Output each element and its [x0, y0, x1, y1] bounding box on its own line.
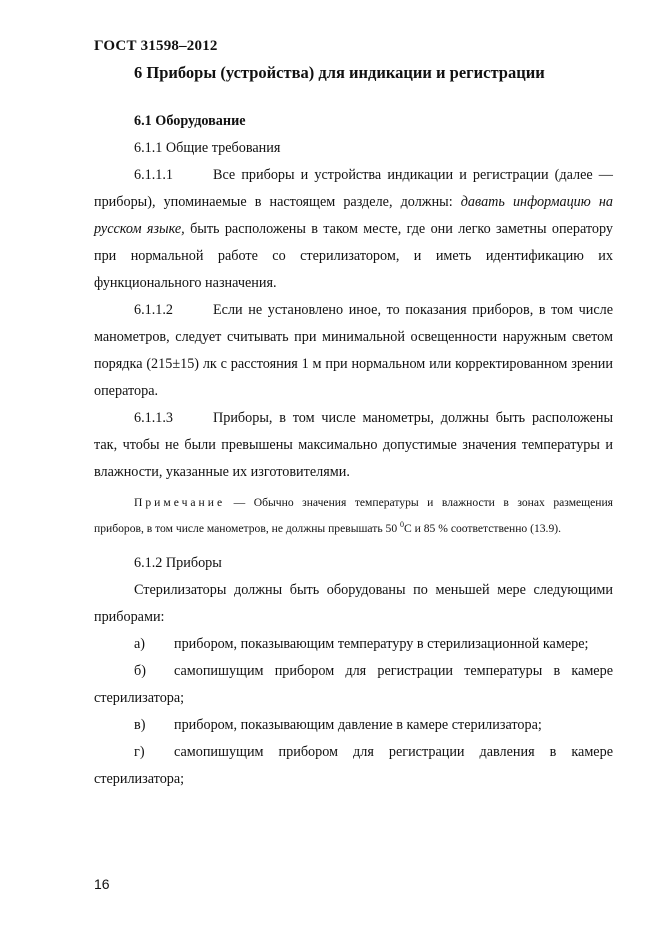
list-item [94, 658, 613, 712]
subsection-title-6-1-2: 6.1.2 Приборы [134, 554, 222, 571]
section-title: 6 Приборы (устройства) для индикации и регистрации [134, 63, 545, 82]
list-item-letter: г) [134, 743, 145, 760]
paragraph-text: Все приборы и устройства индикации и регистрации (далее — приборы), упоминаемые в настоящем разделе, должны: [94, 167, 613, 210]
paragraph-text: Если не установлено иное, то показания приборов, в том числе манометров, следует считывать при минимальной освещенности наружным светом порядка (215±15) лк с расстояния 1 м при нормальном или корректированном зрении оператора. [94, 302, 613, 399]
page-number: 16 [94, 876, 110, 892]
subsection-title-6-1: 6.1 Оборудование [134, 113, 246, 129]
paragraph-text: быть расположены в таком месте, где они легко заметны оператору при нормальной работе со стерилизатором, и иметь идентификацию их функционального назначения. [94, 221, 613, 291]
clause-number: 6.1.1.3 [134, 410, 174, 426]
note [94, 492, 613, 540]
note-text: — Обычно значения температуры и влажности в зонах размещения приборов, в том числе манометров, не должны превышать 50 [94, 496, 613, 535]
paragraph-6-1-2: Стерилизаторы должны быть оборудованы по меньшей мере следующими приборами: [94, 581, 613, 625]
document-body [94, 108, 613, 793]
paragraph-text: Приборы, в том числе манометры, должны быть расположены так, чтобы не были превышены максимально допустимые значения температуры и влажности, указанные их изготовителями. [94, 410, 613, 480]
list-item-text: прибором, показывающим давление в камере стерилизатора; [174, 716, 542, 733]
list-item-text: самопишущим прибором для регистрации давления в камере стерилизатора; [94, 743, 613, 787]
paragraph-italic-text: давать информацию на русском языке, [94, 194, 613, 237]
degree-superscript: 0 [400, 520, 405, 529]
list-item [94, 712, 613, 739]
list-item [94, 631, 613, 658]
list-item-letter: а) [134, 635, 146, 652]
list-item-letter: в) [134, 716, 146, 733]
clause-number: 6.1.1.1 [134, 167, 174, 183]
paragraph-6-1-1-3 [94, 405, 613, 486]
list-item-text: прибором, показывающим температуру в стерилизационной камере; [174, 635, 589, 652]
list-item [94, 739, 613, 793]
paragraph-6-1-1-1 [94, 162, 613, 297]
list-item-letter: б) [134, 662, 146, 679]
paragraph-6-1-1-2 [94, 297, 613, 405]
clause-number: 6.1.1.2 [134, 302, 174, 318]
list-item-text: самопишущим прибором для регистрации температуры в камере стерилизатора; [94, 662, 613, 706]
document-header: ГОСТ 31598–2012 [94, 38, 218, 54]
note-label: Примечание [134, 496, 226, 509]
note-text: С и 85 % соответственно (13.9). [404, 521, 562, 535]
subsection-title-6-1-1: 6.1.1 Общие требования [134, 140, 281, 156]
